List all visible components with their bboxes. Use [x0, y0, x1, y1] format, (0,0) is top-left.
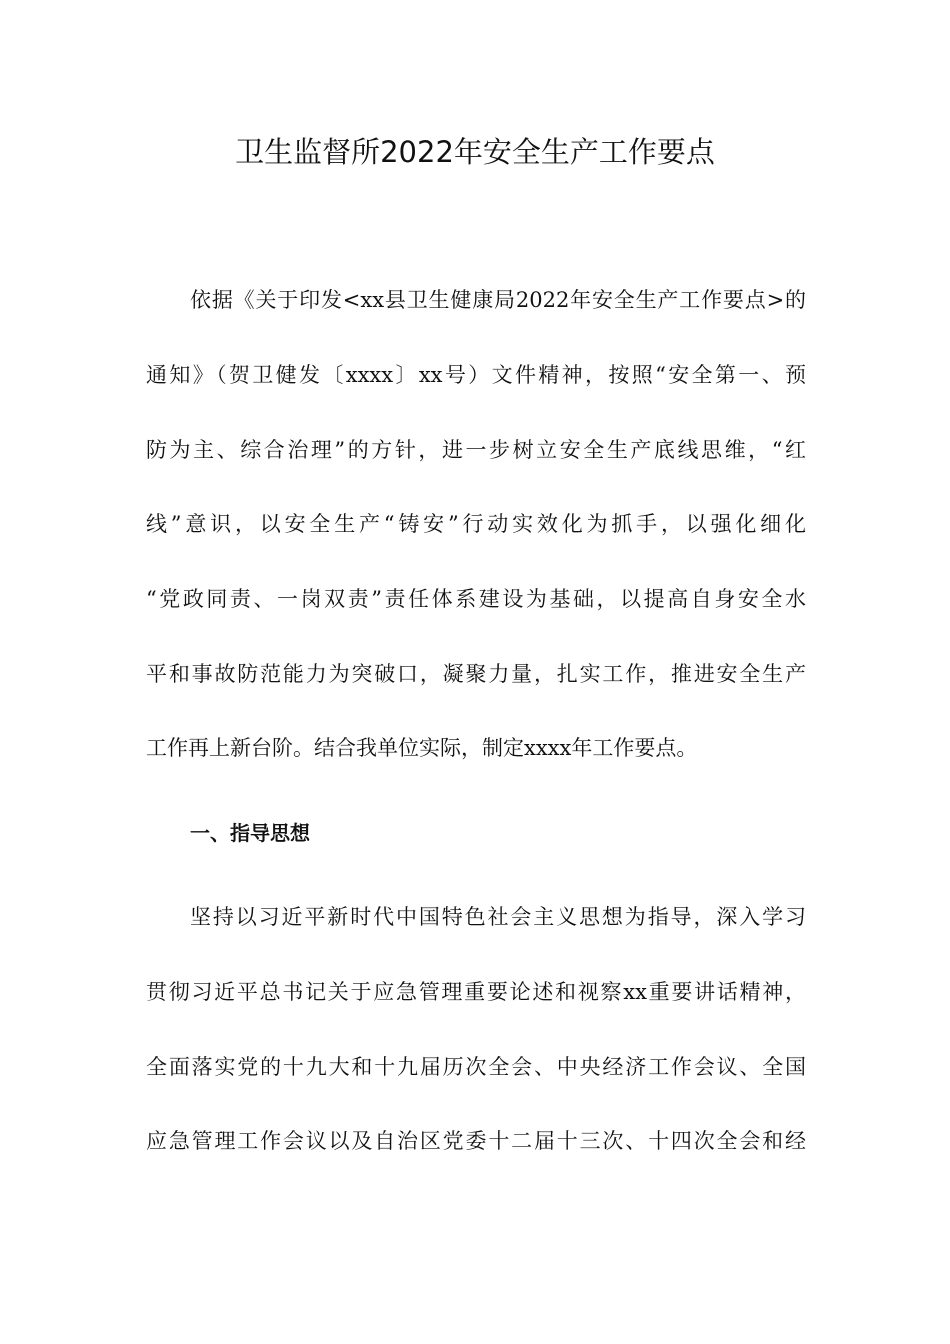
intro-line: “党政同责、一岗双责”责任体系建设为基础，以提高自身安全水 — [146, 587, 806, 611]
intro-line: 防为主、综合治理”的方针，进一步树立安全生产底线思维，“红 — [146, 438, 806, 462]
section-line: 应急管理工作会议以及自治区党委十二届十三次、十四次全会和经 — [146, 1129, 806, 1153]
document-title: 卫生监督所2022年安全生产工作要点 — [235, 135, 715, 169]
intro-line: 依据《关于印发<xx县卫生健康局2022年安全生产工作要点>的 — [190, 288, 806, 312]
intro-line: 通知》（贺卫健发〔xxxx〕xx号）文件精神，按照“安全第一、预 — [146, 363, 806, 387]
section-heading: 一、指导思想 — [190, 821, 310, 845]
section-line: 全面落实党的十九大和十九届历次全会、中央经济工作会议、全国 — [146, 1055, 806, 1079]
intro-line: 平和事故防范能力为突破口，凝聚力量，扎实工作，推进安全生产 — [146, 662, 806, 686]
intro-line: 线”意识，以安全生产“铸安”行动实效化为抓手，以强化细化 — [146, 512, 806, 536]
section-line: 贯彻习近平总书记关于应急管理重要论述和视察xx重要讲话精神， — [146, 980, 806, 1004]
intro-line: 工作再上新台阶。结合我单位实际，制定xxxx年工作要点。 — [146, 736, 698, 760]
section-line: 坚持以习近平新时代中国特色社会主义思想为指导，深入学习 — [190, 905, 806, 929]
